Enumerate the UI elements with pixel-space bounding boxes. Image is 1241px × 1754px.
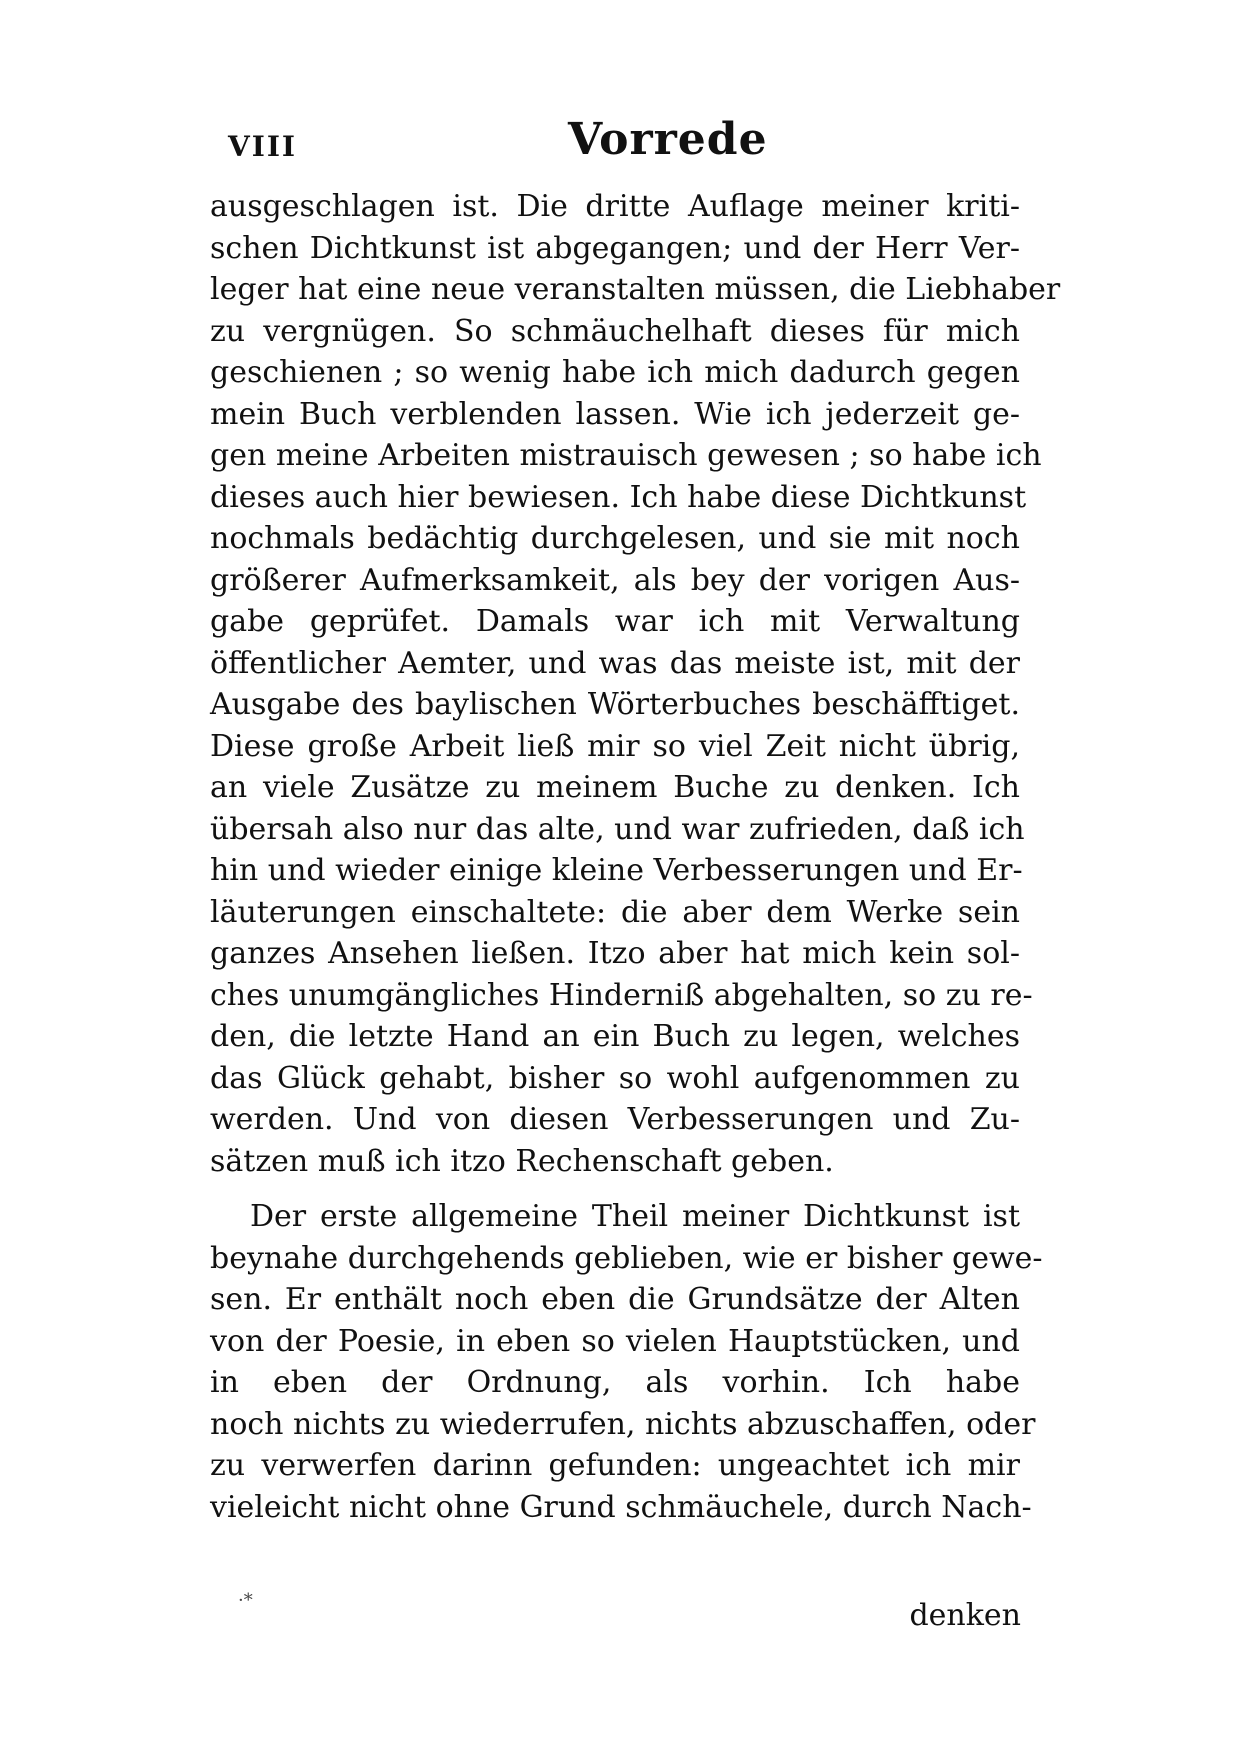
text-line: ches unumgängliches Hinderniß abgehalten, so zu re- [210,977,1033,1013]
running-title: Vorrede [568,114,768,165]
text-line: Ausgabe des baylischen Wörterbuches beschäfftiget. [210,687,1020,722]
text-line: beynahe durchgehends geblieben, wie er bisher gewe- [210,1240,1043,1276]
paragraph-1 [210,186,1061,1182]
text-line: in eben der Ordnung, als vorhin. Ich habe [210,1365,1020,1400]
text-line: dieses auch hier bewiesen. Ich habe diese Dichtkunst [210,479,1027,515]
text-line: nochmals bedächtig durchgelesen, und sie mit noch [210,521,1020,556]
text-line: größerer Aufmerksamkeit, als bey der vorigen Aus- [210,562,1020,598]
catchword: denken [909,1598,1021,1633]
body-text [210,186,1061,1528]
text-line: an viele Zusätze zu meinem Buche zu denken. Ich [210,770,1020,805]
text-line: zu vergnügen. So schmäuchelhaft dieses für mich [210,313,1020,349]
text-line: gabe geprüfet. Damals war ich mit Verwaltung [210,604,1020,639]
text-line: öffentlicher Aemter, und was das meiste ist, mit der [210,645,1020,681]
text-line: mein Buch verblenden lassen. Wie ich jederzeit ge- [210,396,1020,432]
text-line: zu verwerfen darinn gefunden: ungeachtet ich mir [210,1448,1020,1483]
page-number: VIII [228,130,298,163]
text-line: noch nichts zu wiederrufen, nichts abzuschaffen, oder [210,1406,1036,1442]
paragraph-2 [210,1196,1043,1528]
paragraph-gap [210,1182,1020,1196]
text-line: vieleicht nicht ohne Grund schmäuchele, durch Nach- [210,1489,1032,1525]
text-line: Diese große Arbeit ließ mir so viel Zeit nicht übrig, [210,728,1020,764]
text-line: läuterungen einschaltete: die aber dem Werke sein [210,894,1020,930]
text-line: Der erste allgemeine Theil meiner Dichtkunst ist [250,1199,1020,1234]
text-line: gen meine Arbeiten mistrauisch gewesen ; so habe ich [210,438,1042,473]
text-line: hin und wieder einige kleine Verbesserungen und Er- [210,853,1023,888]
text-line: schen Dichtkunst ist abgegangen; und der Herr Ver- [210,230,1020,266]
text-line: werden. Und von diesen Verbesserungen und Zu- [210,1102,1020,1137]
text-line: übersah also nur das alte, und war zufrieden, daß ich [210,811,1025,847]
text-line: geschienen ; so wenig habe ich mich dadurch gegen [210,355,1020,390]
page-header [228,110,1014,170]
signature-mark: ·* [238,1590,253,1611]
text-line: sen. Er enthält noch eben die Grundsätze der Alten [210,1282,1020,1317]
text-line: ganzes Ansehen ließen. Itzo aber hat mich kein sol- [210,936,1020,971]
text-line: das Glück gehabt, bisher so wohl aufgenommen zu [210,1060,1020,1096]
text-line: von der Poesie, in eben so vielen Hauptstücken, und [210,1323,1020,1359]
text-line: ausgeschlagen ist. Die dritte Auflage meiner kriti- [210,189,1020,224]
text-line: leger hat eine neue veranstalten müssen, die Liebhaber [210,272,1061,307]
text-line: den, die letzte Hand an ein Buch zu legen, welches [210,1019,1020,1054]
text-line: sätzen muß ich itzo Rechenschaft geben. [210,1143,834,1179]
